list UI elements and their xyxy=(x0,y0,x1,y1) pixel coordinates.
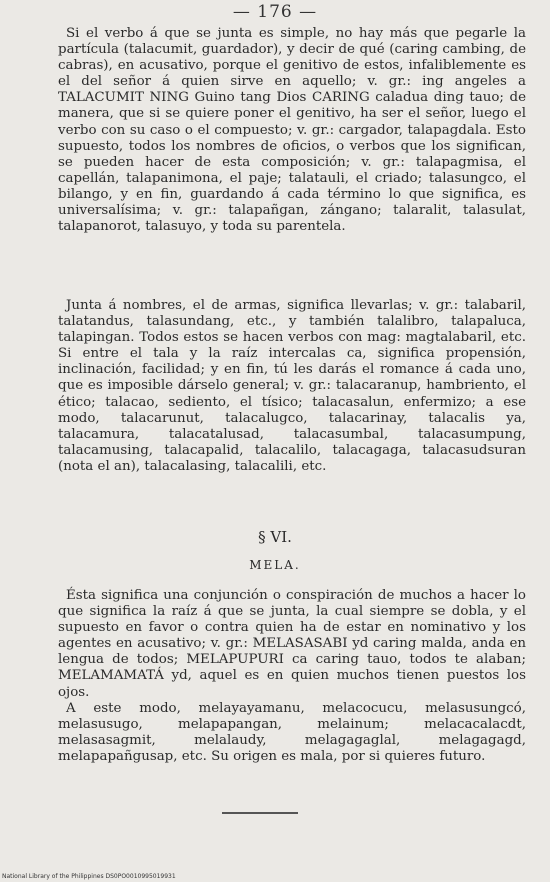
section-title: MELA. xyxy=(249,558,301,572)
text-block-3 xyxy=(58,588,526,765)
library-credit: National Library of the Philippines DS0PO0010995019931 xyxy=(2,873,176,880)
page-number: — 176 — xyxy=(232,2,318,22)
paragraph-1: Si el verbo á que se junta es simple, no hay más que pegarle la partícula (talacumit, guardador), y decir de qué (caring cambing, de cabras), en acusativo, porque el genitivo de estos, infaliblemente es el del señor á quien sirve en aquello; v. gr.: ing angeles a TALACUMIT NING Guino tang Dios CARING caladua ding tauo; de manera, que si se quiere poner el genitivo, ha ser el señor, luego el verbo con su caso o el compuesto; v. gr.: cargador, talapagdala. Esto supuesto, todos los nombres de oficios, o verbos que los significan, se pueden hacer de esta composición; v. gr.: talapagmisa, el capellán, talapanimona, el paje; talatauli, el criado; talasungco, el bilango, y en fin, guardando á cada término lo que significa, es universalísima; v. gr.: talapañgan, zángano; talaralit, talasulat, talapanorot, talasuyo, y toda su parentela. xyxy=(58,26,526,235)
paragraph-4: A este modo, melayayamanu, melacocucu, melasusungcó, melasusugo, melapapangan, melainum; melacacalacdt, melasasagmit, melalaudy, melagagaglal, melagagagd, melapapañgusap, etc. Su origen es mala, por si quieres futuro. xyxy=(58,700,526,764)
paragraph-2: Junta á nombres, el de armas, significa llevarlas; v. gr.: talabaril, talatandus, talasundang, etc., y también talalibro, talapaluca, talapingan. Todos estos se hacen verbos con mag: magtalabaril, etc. Si entre el tala y la raíz intercalas ca, significa propensión, inclinación, facilidad; y en fin, tú les darás el romance á cada uno, que es imposible dárselo general; v. gr.: talacaranup, hambriento, el ético; talacao, sediento, el tísico; talacasalun, enfermizo; a ese modo, talacarunut, talacalugco, talacarinay, talacalis ya, talacamura, talacatalusad, talacasumbal, talacasumpung, talacamusing, talacapalid, talacalilo, talacagaga, talacasudsuran (nota el an), talacalasing, talacalili, etc. xyxy=(58,298,526,474)
paragraph-3: Ésta significa una conjunción o conspiración de muchos a hacer lo que significa la raíz á que se junta, la cual siempre se dobla, y el supuesto en favor o contra quien ha de estar en nominativo y los agentes en acusativo; v. gr.: MELASASABI yd caring malda, anda en lengua de todos; MELAPUPURI ca caring tauo, todos te alaban; MELAMAMATÁ yd, aquel es en quien muchos tienen puestos los ojos. xyxy=(58,588,526,700)
text-block-1 xyxy=(58,26,526,235)
section-number: § VI. xyxy=(258,528,292,546)
end-rule xyxy=(222,812,298,814)
text-block-2 xyxy=(58,298,526,475)
